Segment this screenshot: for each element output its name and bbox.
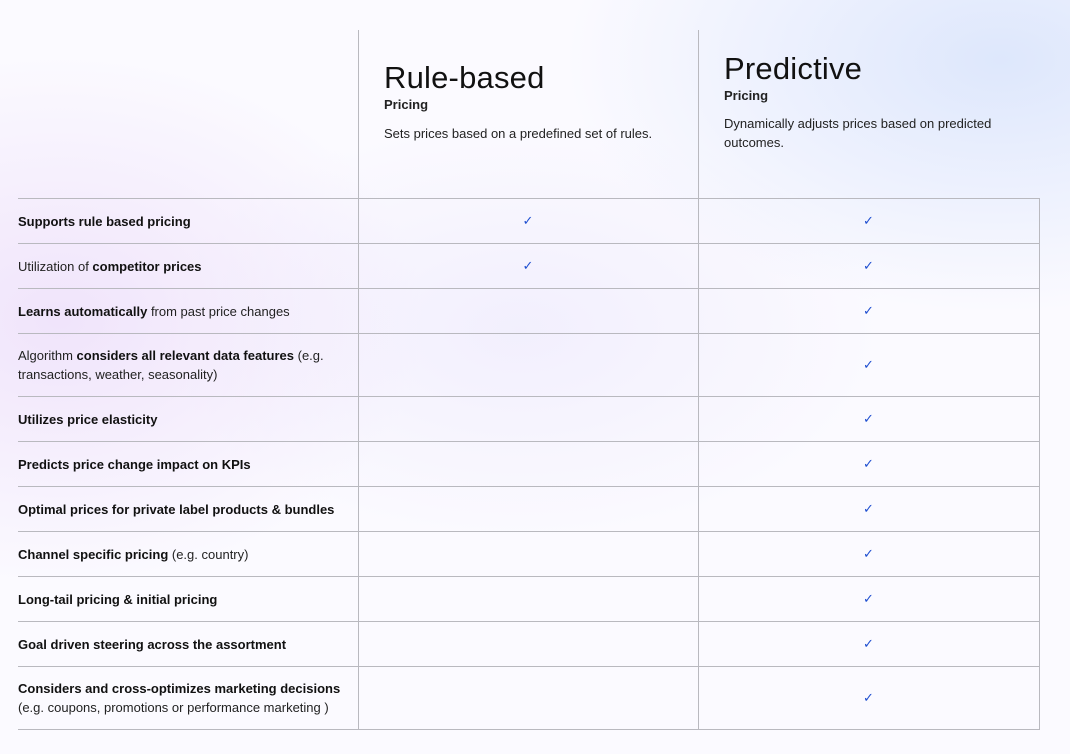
feature-label-bold: Optimal prices for private label products & bundles [18, 501, 335, 517]
feature-label-bold: Goal driven steering across the assortment [18, 636, 287, 652]
cell-rule [358, 532, 698, 577]
cell-predictive [698, 532, 1039, 577]
feature-table [18, 198, 1040, 730]
cell-rule [358, 487, 698, 532]
table-row [18, 199, 1039, 244]
feature-label [18, 244, 358, 289]
table-row [18, 334, 1039, 397]
cell-predictive [698, 244, 1039, 289]
table-row [18, 487, 1039, 532]
feature-label-bold: Utilizes price elasticity [18, 411, 158, 427]
cell-predictive [698, 667, 1039, 730]
feature-label [18, 667, 358, 730]
feature-label-text: (e.g. coupons, promotions or performance marketing ) [18, 700, 329, 715]
feature-label-text: (e.g. country) [168, 546, 249, 562]
cell-rule [358, 442, 698, 487]
feature-label [18, 487, 358, 532]
feature-label [18, 622, 358, 667]
plan-subtitle: Pricing [384, 97, 429, 112]
plan-rule-based [358, 30, 698, 198]
checkmark-icon: ✓ [863, 456, 874, 471]
table-row [18, 622, 1039, 667]
feature-label-bold: considers all relevant data features [76, 348, 295, 363]
cell-rule [358, 334, 698, 397]
checkmark-icon: ✓ [863, 303, 874, 318]
cell-rule [358, 244, 698, 289]
checkmark-icon: ✓ [863, 546, 874, 561]
plans-header [18, 30, 1039, 198]
plan-predictive [698, 30, 1039, 198]
feature-label [18, 442, 358, 487]
cell-rule [358, 622, 698, 667]
feature-label-bold: Long-tail pricing & initial pricing [18, 591, 218, 607]
table-row [18, 577, 1039, 622]
cell-predictive [698, 289, 1039, 334]
checkmark-icon: ✓ [863, 501, 874, 516]
cell-rule [358, 289, 698, 334]
checkmark-icon: ✓ [863, 636, 874, 651]
header-spacer [18, 30, 358, 198]
checkmark-icon: ✓ [863, 411, 874, 426]
table-row [18, 532, 1039, 577]
checkmark-icon: ✓ [522, 213, 534, 228]
plan-subtitle: Pricing [724, 88, 769, 103]
table-row [18, 667, 1039, 730]
feature-label-bold: Channel specific pricing [18, 546, 169, 562]
table-row [18, 244, 1039, 289]
feature-label-bold: Learns automatically [18, 303, 148, 319]
feature-label [18, 334, 358, 397]
feature-label-bold: competitor prices [92, 258, 202, 274]
feature-label-bold: Considers and cross-optimizes marketing decisions [18, 681, 341, 696]
feature-label-text: from past price changes [147, 303, 290, 319]
cell-predictive [698, 397, 1039, 442]
feature-table-body [18, 199, 1039, 730]
cell-rule [358, 577, 698, 622]
plan-title: Rule-based [384, 60, 545, 95]
cell-predictive [698, 199, 1039, 244]
feature-label [18, 532, 358, 577]
cell-predictive [698, 487, 1039, 532]
cell-predictive [698, 577, 1039, 622]
table-row [18, 397, 1039, 442]
checkmark-icon: ✓ [863, 213, 874, 228]
plan-description: Sets prices based on a predefined set of rules. [384, 126, 653, 141]
plan-title: Predictive [724, 51, 863, 86]
feature-label-text: (e.g. transactions, weather, seasonality) [18, 348, 324, 382]
table-row [18, 442, 1039, 487]
plan-description: Dynamically adjusts prices based on predicted outcomes. [724, 116, 992, 150]
feature-label-text: Utilization of [18, 258, 93, 274]
checkmark-icon: ✓ [863, 591, 874, 606]
checkmark-icon: ✓ [863, 258, 874, 273]
cell-rule [358, 199, 698, 244]
feature-label [18, 199, 358, 244]
feature-label-bold: Predicts price change impact on KPIs [18, 456, 251, 472]
checkmark-icon: ✓ [522, 258, 534, 273]
feature-label [18, 577, 358, 622]
table-row [18, 289, 1039, 334]
pricing-comparison [18, 30, 1039, 730]
cell-rule [358, 397, 698, 442]
cell-rule [358, 667, 698, 730]
checkmark-icon: ✓ [863, 357, 874, 372]
cell-predictive [698, 442, 1039, 487]
feature-label [18, 397, 358, 442]
checkmark-icon: ✓ [863, 690, 874, 705]
cell-predictive [698, 334, 1039, 397]
cell-predictive [698, 622, 1039, 667]
feature-label-bold: Supports rule based pricing [18, 213, 191, 229]
feature-label [18, 289, 358, 334]
feature-label-text: Algorithm [18, 348, 77, 363]
